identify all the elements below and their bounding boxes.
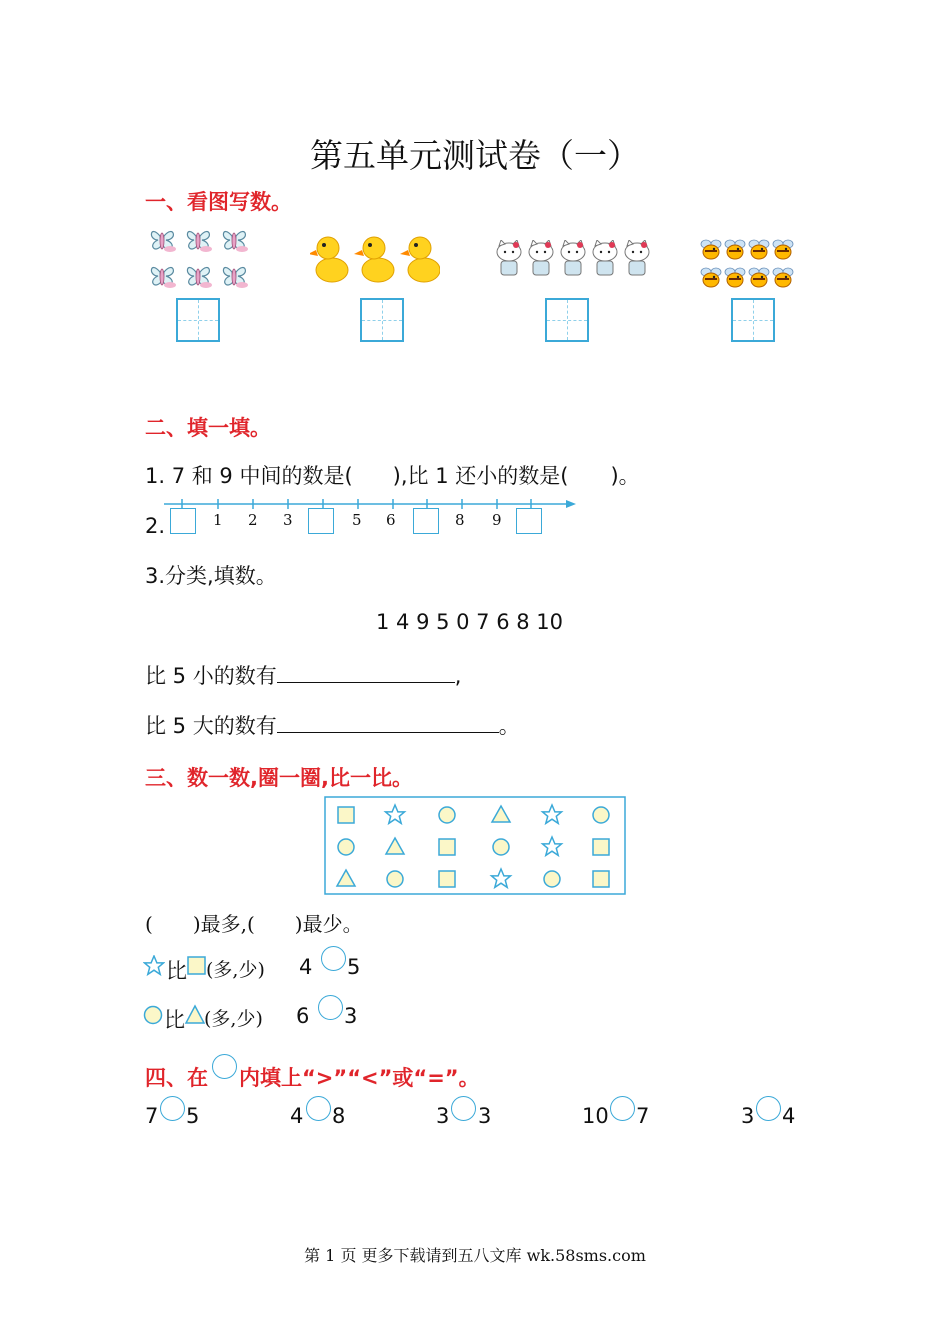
s4-item-5-right: 4 xyxy=(782,1104,796,1128)
kitty-icon xyxy=(494,240,650,280)
circle-shape xyxy=(593,807,609,823)
tick-label: 8 xyxy=(455,511,465,529)
circle-shape xyxy=(493,839,509,855)
bee-icon xyxy=(700,237,800,293)
section1-heading: 一、看图写数。 xyxy=(145,190,292,214)
q3-numbers: 1 4 9 5 0 7 6 8 10 xyxy=(376,610,564,634)
greater-answer-blank[interactable] xyxy=(277,712,499,733)
section2-heading: 二、填一填。 xyxy=(145,416,271,440)
duck-icon xyxy=(310,232,440,288)
duck-group xyxy=(310,232,440,288)
greater-than-five-line xyxy=(145,710,520,740)
q1-prefix: 1. 7 和 9 中间的数是( xyxy=(145,464,353,488)
circle-shape xyxy=(439,807,455,823)
triangle-icon xyxy=(184,1004,206,1026)
tick-label: 2 xyxy=(248,511,258,529)
section3-heading: 三、数一数,圈一圈,比一比。 xyxy=(145,766,413,790)
compare1-word: 比 xyxy=(166,959,187,983)
kitty-group xyxy=(494,240,650,280)
s4-item-1-right: 5 xyxy=(186,1104,200,1128)
circle-shape xyxy=(338,839,354,855)
heading-circle-icon xyxy=(212,1054,237,1079)
s4-item-5-left: 3 xyxy=(741,1104,755,1128)
less-end: , xyxy=(454,664,462,688)
butterfly-icon xyxy=(148,222,260,294)
answer-box-kitty[interactable] xyxy=(545,298,589,342)
compare1-left: 4 xyxy=(299,955,313,979)
s4-item-4-right: 7 xyxy=(636,1104,650,1128)
compare2-right: 3 xyxy=(344,1004,358,1028)
compare1-circle[interactable] xyxy=(321,946,346,971)
tick-label: 3 xyxy=(283,511,293,529)
page-title: 第五单元测试卷（一） xyxy=(310,136,640,175)
numberline-box-0[interactable] xyxy=(170,508,196,534)
compare2-circle[interactable] xyxy=(318,995,343,1020)
star-icon xyxy=(143,955,165,977)
greater-end: 。 xyxy=(498,714,520,738)
s4-item-3-right: 3 xyxy=(478,1104,492,1128)
s4-item-4-circle[interactable] xyxy=(610,1096,635,1121)
numberline-box-7[interactable] xyxy=(413,508,439,534)
s4-item-5-circle[interactable] xyxy=(756,1096,781,1121)
answer-box-butterfly[interactable] xyxy=(176,298,220,342)
q1-suffix: )。 xyxy=(610,464,640,488)
most-label: )最多,( xyxy=(192,912,255,936)
square-shape xyxy=(593,839,609,855)
answer-box-duck[interactable] xyxy=(360,298,404,342)
q2-label: 2. xyxy=(145,514,166,538)
compare1-options: (多,少) xyxy=(206,959,265,981)
butterfly-group xyxy=(148,222,260,294)
s4-item-2-right: 8 xyxy=(332,1104,346,1128)
less-than-five-line xyxy=(145,660,461,690)
tick-label: 5 xyxy=(352,511,362,529)
s4-item-3-left: 3 xyxy=(436,1104,450,1128)
less-answer-blank[interactable] xyxy=(277,662,455,683)
most-least-open: ( xyxy=(145,912,153,936)
bee-group xyxy=(700,237,800,293)
page-footer: 第 1 页 更多下载请到五八文库 wk.58sms.com xyxy=(304,1246,646,1265)
square-icon xyxy=(187,956,207,976)
greater-label: 比 5 大的数有 xyxy=(145,714,277,738)
square-shape xyxy=(593,871,609,887)
s4-item-1-left: 7 xyxy=(145,1104,159,1128)
circle-shape xyxy=(387,871,403,887)
tick-label: 1 xyxy=(213,511,223,529)
square-shape xyxy=(439,839,455,855)
tick-label: 9 xyxy=(492,511,502,529)
compare1-right: 5 xyxy=(347,955,361,979)
section4-heading-pre: 四、在 xyxy=(145,1066,208,1090)
q3-label: 3.分类,填数。 xyxy=(145,564,277,588)
least-label: )最少。 xyxy=(294,912,363,936)
compare2-word: 比 xyxy=(164,1008,185,1032)
square-shape xyxy=(439,871,455,887)
circle-icon xyxy=(143,1004,163,1026)
numberline-box-10[interactable] xyxy=(516,508,542,534)
s4-item-3-circle[interactable] xyxy=(451,1096,476,1121)
most-least-line xyxy=(145,908,363,937)
compare2-options: (多,少) xyxy=(204,1008,263,1030)
answer-box-bee[interactable] xyxy=(731,298,775,342)
shape-grid xyxy=(324,796,626,895)
s4-item-2-circle[interactable] xyxy=(306,1096,331,1121)
tick-label: 6 xyxy=(386,511,396,529)
section4-heading-post: 内填上“>”“<”或“=”。 xyxy=(239,1066,480,1090)
compare2-left: 6 xyxy=(296,1004,310,1028)
s4-item-4-left: 10 xyxy=(582,1104,609,1128)
s4-item-2-left: 4 xyxy=(290,1104,304,1128)
less-label: 比 5 小的数有 xyxy=(145,664,277,688)
square-shape xyxy=(338,807,354,823)
q1-middle: ),比 1 还小的数是( xyxy=(392,464,569,488)
circle-shape xyxy=(544,871,560,887)
numberline-box-4[interactable] xyxy=(308,508,334,534)
s4-item-1-circle[interactable] xyxy=(160,1096,185,1121)
q1-line xyxy=(145,460,640,490)
